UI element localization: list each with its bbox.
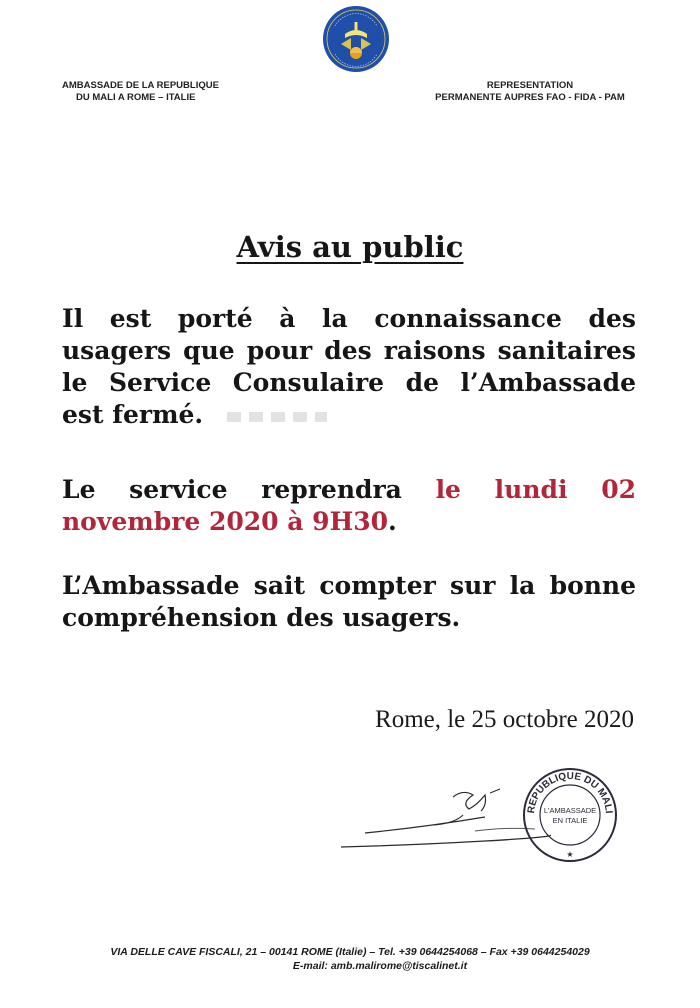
coat-of-arms-emblem	[321, 4, 391, 74]
paragraph2-line1	[62, 474, 636, 506]
stamp-star: ★	[566, 850, 574, 859]
paragraph-reopening	[62, 474, 636, 538]
paragraph-closure	[62, 303, 636, 431]
reopening-date-part2: novembre 2020 à 9H30	[62, 507, 388, 536]
header-representation	[420, 80, 640, 104]
paragraph1-line4-wrap	[62, 399, 636, 431]
paragraph-closing	[62, 570, 636, 634]
stamp-center-line1: L'AMBASSADE	[543, 806, 597, 815]
header-embassy-name	[62, 80, 219, 104]
date-line: Rome, le 25 octobre 2020	[375, 706, 634, 733]
paragraph1-line4: est fermé.	[62, 400, 204, 429]
paragraph3-line1: L’Ambassade sait compter sur la bonne	[62, 571, 636, 600]
paragraph1-line2: usagers que pour des raisons sanitaires	[62, 336, 636, 365]
header-left-line1: AMBASSADE DE LA REPUBLIQUE	[62, 80, 219, 91]
paragraph3-line2: compréhension des usagers.	[62, 603, 461, 632]
paragraph2-line2-end: .	[388, 507, 397, 536]
scan-smudge	[227, 412, 327, 422]
reopening-date-part1: le lundi 02	[435, 475, 636, 504]
paragraph1-line1: Il est porté à la connaissance des	[62, 304, 636, 333]
paragraph2-line1-start: Le service reprendra	[62, 475, 402, 504]
stamp-ring-text: REPUBLIQUE DU MALI	[525, 770, 614, 815]
stamp-center-line2: EN ITALIE	[552, 816, 588, 825]
notice-title: Avis au public	[236, 230, 464, 264]
paragraph1-line3: le Service Consulaire de l’Ambassade	[62, 368, 636, 397]
official-stamp	[520, 765, 620, 865]
footer-contact	[0, 945, 700, 973]
paragraph2-line2	[62, 506, 636, 538]
footer-address: VIA DELLE CAVE FISCALI, 21 – 00141 ROME (Italie) – Tel. +39 0644254068 – Fax +39 0644254029	[110, 946, 590, 958]
header-right-line1: REPRESENTATION	[486, 80, 574, 91]
footer-email: E-mail: amb.malirome@tiscalinet.it	[292, 960, 468, 972]
header-left-line2: DU MALI A ROME – ITALIE	[76, 92, 196, 103]
header-right-line2: PERMANENTE AUPRES FAO - FIDA - PAM	[435, 92, 625, 103]
